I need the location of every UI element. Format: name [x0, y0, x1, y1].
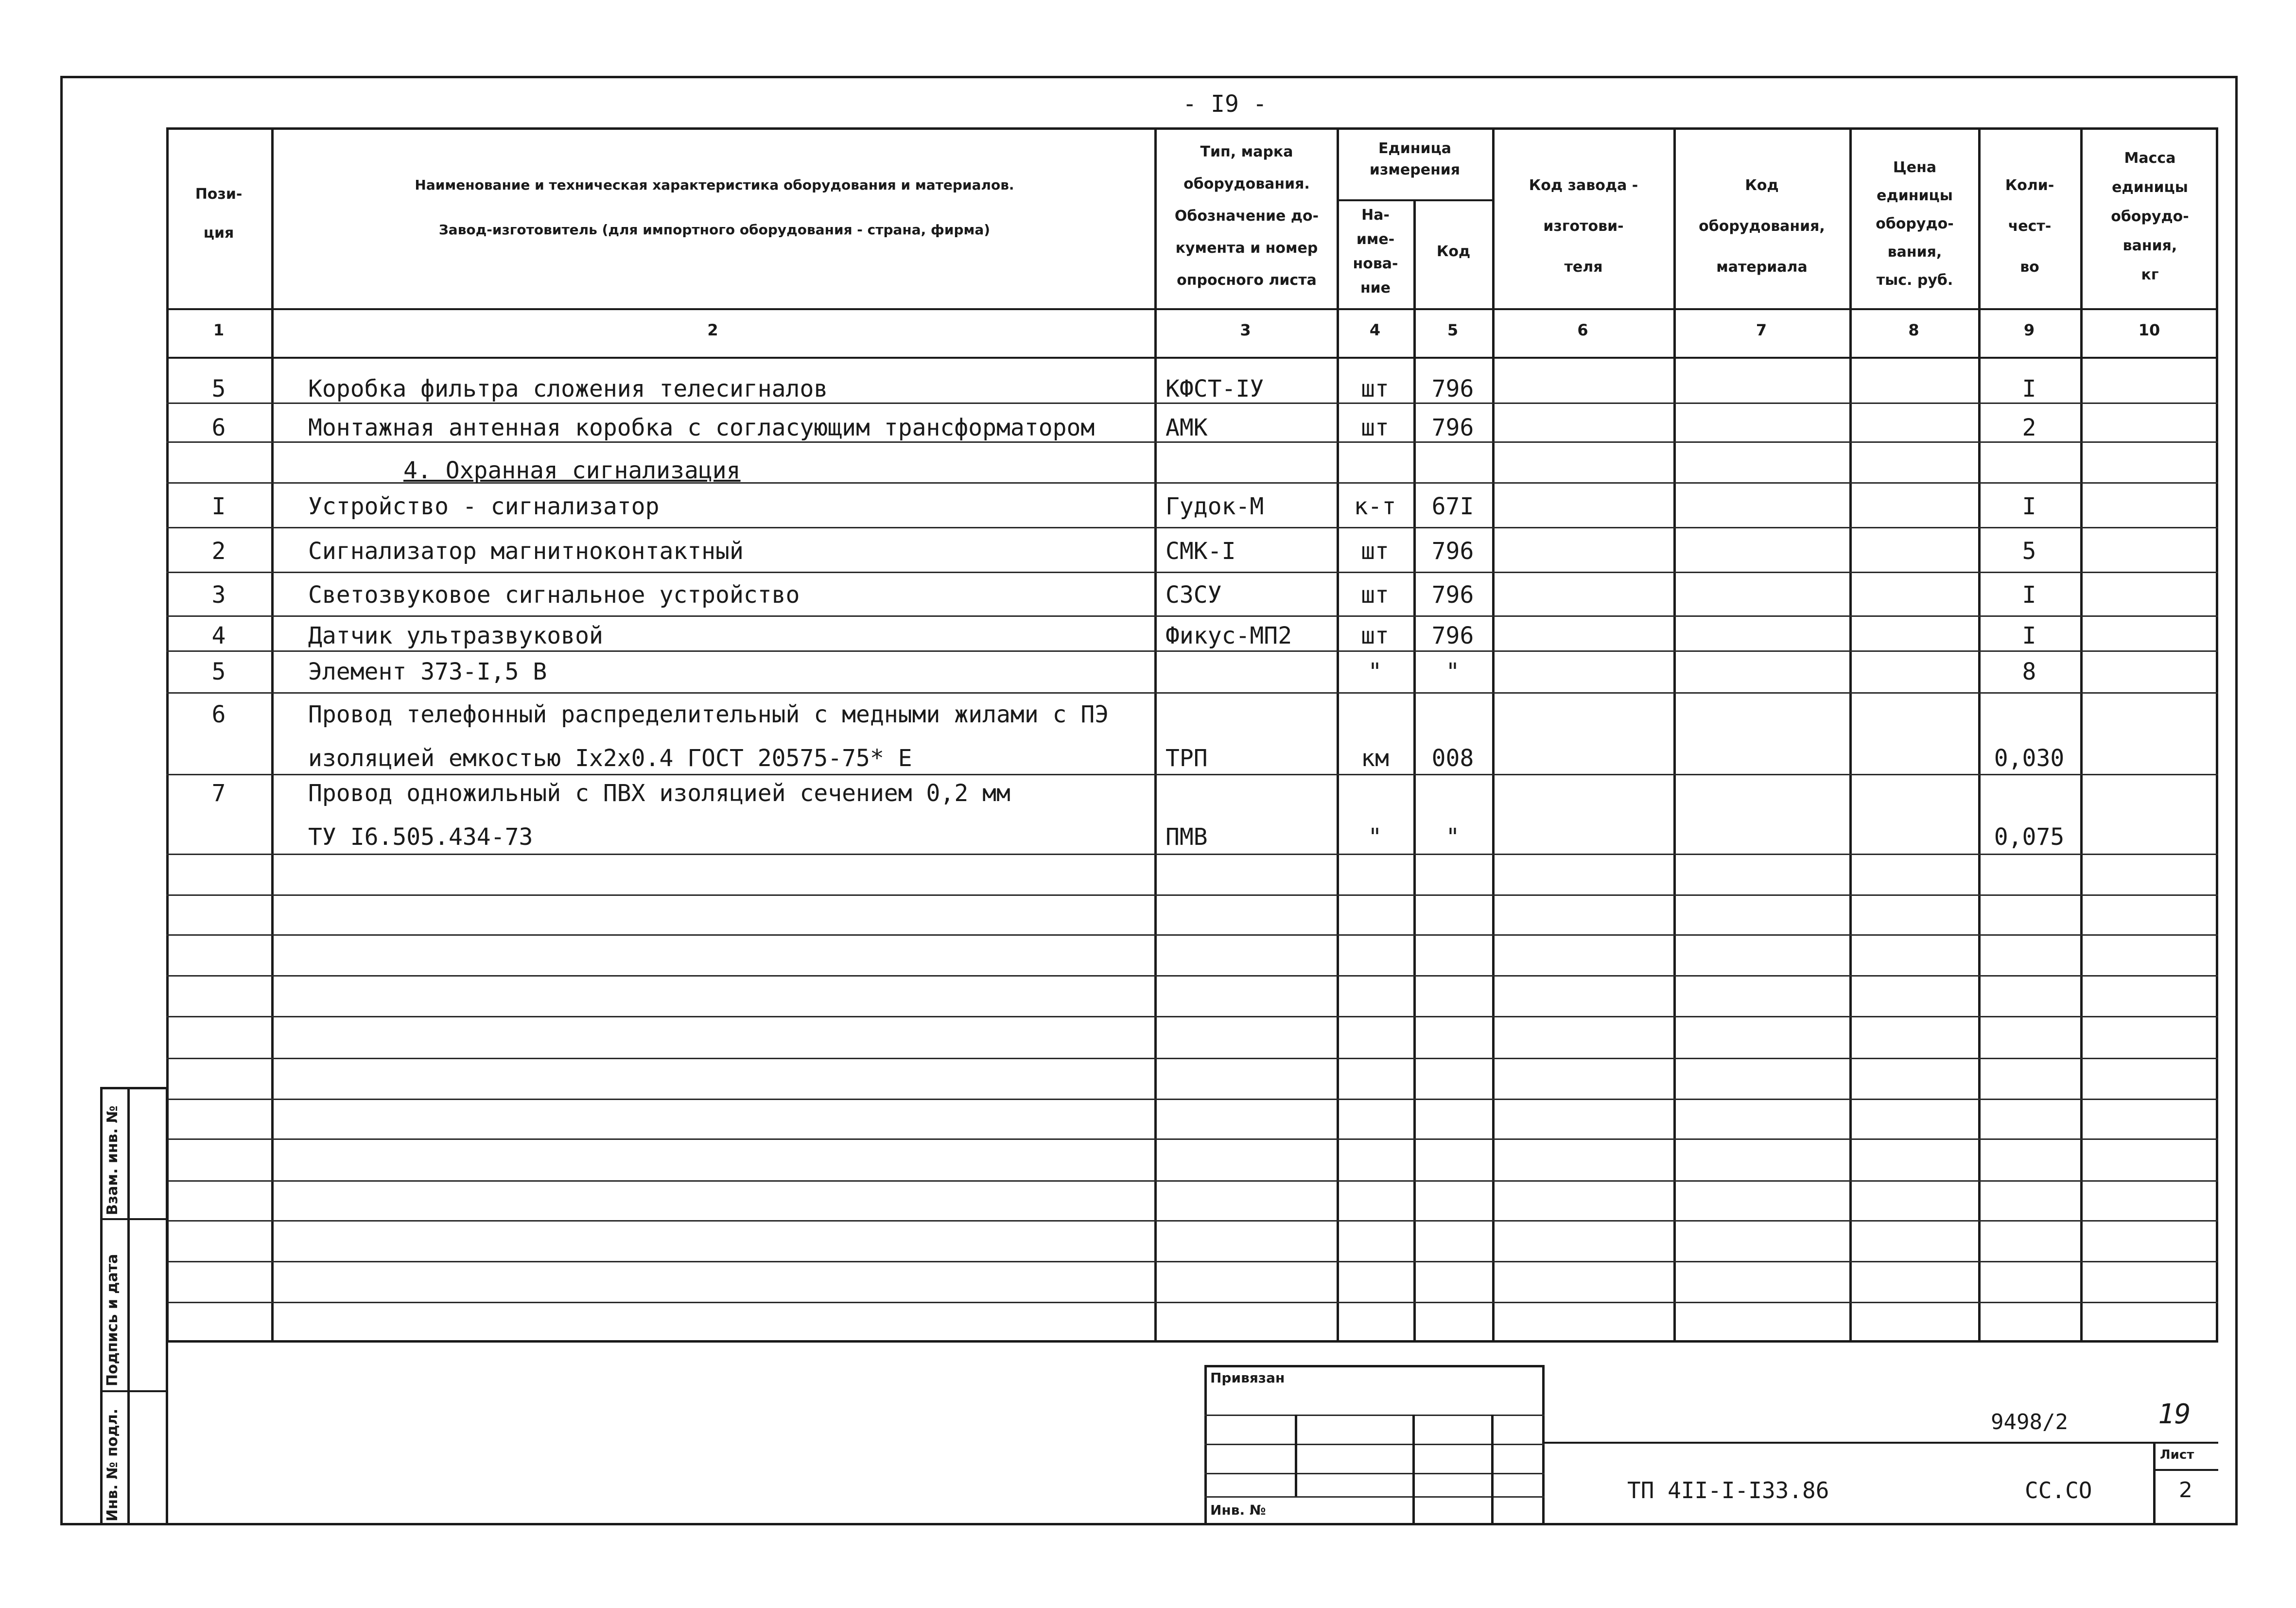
section-code: СС.СО — [2025, 1477, 2092, 1503]
header-factory-code: Код завода - изготови- теля — [1529, 177, 1638, 276]
colnum-1: 1 — [213, 321, 225, 339]
row-name: Провод телефонный распределительный с медными жилами с ПЭ — [308, 701, 1109, 728]
row-code: 008 — [1431, 745, 1474, 772]
row-qty: I — [2022, 622, 2036, 649]
header-name-line2: Завод-изготовитель (для импортного оборудования - страна, фирма) — [438, 222, 991, 238]
header-type: Тип, марка оборудования. Обозначение до- кумента и номер опросного листа — [1174, 143, 1319, 289]
privyazan-box — [1204, 1365, 1545, 1525]
row-name: Светозвуковое сигнальное устройство — [308, 581, 800, 609]
row-name: изоляцией емкостью Iх2х0.4 ГОСТ 20575-75* Е — [308, 745, 912, 772]
row-pos: 6 — [211, 701, 226, 728]
row-name: Устройство - сигнализатор — [308, 493, 660, 520]
row-qty: I — [2022, 493, 2036, 520]
row-qty: 0,075 — [1994, 823, 2065, 851]
row-type: ПМВ — [1165, 823, 1208, 851]
header-price: Цена единицы оборудо- вания, тыс. руб. — [1876, 159, 1954, 289]
colnum-9: 9 — [2023, 321, 2035, 339]
row-name: Коробка фильтра сложения телесигналов — [308, 375, 828, 402]
page-number: - I9 - — [1183, 90, 1267, 118]
colnum-6: 6 — [1577, 321, 1588, 339]
header-unit-name: На- име- нова- ние — [1353, 207, 1398, 297]
row-unit: " — [1368, 658, 1382, 685]
row-name: Элемент 373-I,5 В — [308, 658, 547, 685]
row-pos: 5 — [211, 658, 226, 685]
side-label-podpis: Подпись и дата — [104, 1254, 121, 1386]
row-code: " — [1445, 658, 1460, 685]
row-code: 796 — [1431, 581, 1474, 609]
row-pos: 4 — [211, 622, 226, 649]
row-unit: шт — [1361, 538, 1389, 565]
doc-number: 9498/2 — [1991, 1410, 2068, 1434]
row-unit: к-т — [1354, 493, 1396, 520]
row-code: 67I — [1431, 493, 1474, 520]
row-code: 796 — [1431, 622, 1474, 649]
row-pos: 3 — [211, 581, 226, 609]
row-code: " — [1445, 823, 1460, 851]
row-pos: 6 — [211, 414, 226, 441]
list-number: 2 — [2179, 1478, 2192, 1503]
row-name: Датчик ультразвуковой — [308, 622, 603, 649]
row-qty: 0,030 — [1994, 745, 2065, 772]
header-name-line1: Наименование и техническая характеристика оборудования и материалов. — [415, 177, 1014, 193]
row-name: Сигнализатор магнитноконтактный — [308, 538, 744, 565]
header-unit-code: Код — [1436, 243, 1471, 260]
row-qty: 2 — [2022, 414, 2036, 441]
row-type: СМК-I — [1165, 538, 1236, 565]
header-quantity: Коли- чест- во — [2005, 177, 2054, 276]
row-unit: шт — [1361, 622, 1389, 649]
row-type: АМК — [1165, 414, 1208, 441]
row-type: ТРП — [1165, 745, 1208, 772]
colnum-3: 3 — [1240, 321, 1251, 339]
colnum-5: 5 — [1447, 321, 1459, 339]
colnum-2: 2 — [707, 321, 718, 339]
row-pos: 7 — [211, 780, 226, 807]
row-name: Монтажная антенная коробка с согласующим трансформатором — [308, 414, 1095, 441]
sheet-number-big: 19 — [2158, 1398, 2191, 1430]
project-code: ТП 4II-I-I33.86 — [1627, 1477, 1829, 1503]
row-unit: км — [1361, 745, 1389, 772]
header-unit: Единица измерения — [1369, 140, 1461, 178]
row-qty: I — [2022, 375, 2036, 402]
side-label-vzam: Взам. инв. № — [104, 1105, 121, 1215]
inv-no-label: Инв. № — [1210, 1502, 1266, 1518]
row-qty: 5 — [2022, 538, 2036, 565]
row-name: ТУ I6.505.434-73 — [308, 823, 533, 851]
list-label: Лист — [2160, 1448, 2194, 1462]
row-type: КФСТ-IУ — [1165, 375, 1264, 402]
row-unit: шт — [1361, 581, 1389, 609]
row-type: Фикус-МП2 — [1165, 622, 1292, 649]
header-equipment-code: Код оборудования, материала — [1699, 177, 1825, 276]
colnum-4: 4 — [1369, 321, 1381, 339]
row-pos: 5 — [211, 375, 226, 402]
row-name: Провод одножильный с ПВХ изоляцией сечением 0,2 мм — [308, 780, 1010, 807]
colnum-8: 8 — [1908, 321, 1919, 339]
row-qty: 8 — [2022, 658, 2036, 685]
row-type: СЗСУ — [1165, 581, 1222, 609]
colnum-7: 7 — [1756, 321, 1767, 339]
colnum-10: 10 — [2138, 321, 2160, 339]
row-code: 796 — [1431, 538, 1474, 565]
row-qty: I — [2022, 581, 2036, 609]
row-unit: " — [1368, 823, 1382, 851]
row-type: Гудок-М — [1165, 493, 1264, 520]
header-mass: Масса единицы оборудо- вания, кг — [2111, 150, 2189, 283]
row-code: 796 — [1431, 414, 1474, 441]
row-pos: I — [211, 493, 226, 520]
side-label-inv-podl: Инв. № подл. — [104, 1408, 121, 1521]
row-code: 796 — [1431, 375, 1474, 402]
row-pos: 2 — [211, 538, 226, 565]
row-unit: шт — [1361, 375, 1389, 402]
row-unit: шт — [1361, 414, 1389, 441]
privyazan-label: Привязан — [1210, 1370, 1285, 1386]
section-heading: 4. Охранная сигнализация — [403, 457, 741, 484]
header-position: Пози- ция — [195, 186, 243, 242]
